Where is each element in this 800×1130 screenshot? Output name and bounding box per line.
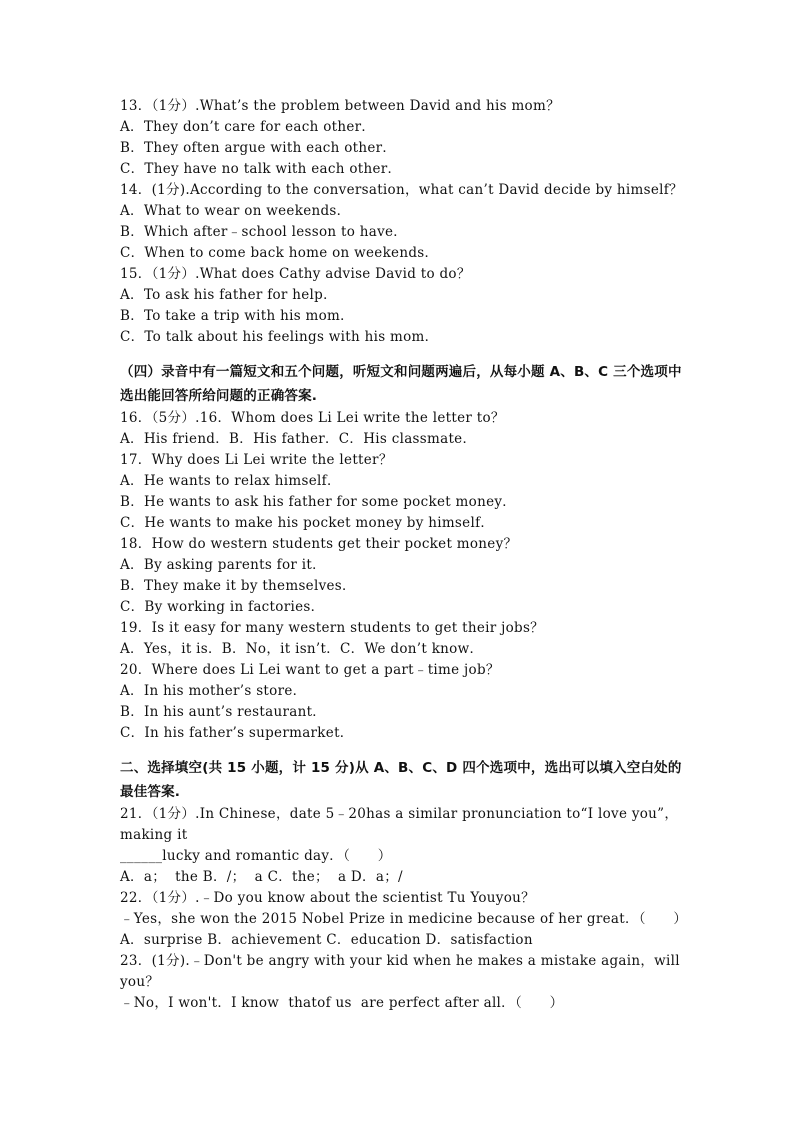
question-17-option-a: A．He wants to relax himself． (120, 473, 341, 489)
question-20-stem: 20．Where does Li Lei want to get a part﹣time job？ (120, 662, 500, 678)
question-13-stem: 13．（1分）.What’s the problem between David and his mom？ (120, 98, 560, 114)
question-22-options: A．surprise B．achievement C．education D．satisfaction (120, 932, 533, 948)
question-21-options: A．a； the B．/； a C．the； a D．a；/ (120, 869, 403, 885)
question-14-stem: 14．(1分).According to the conversation，what can’t David decide by himself？ (120, 182, 683, 198)
question-20-option-a: A．In his mother’s store． (120, 683, 307, 699)
question-17-stem: 17．Why does Li Lei write the letter？ (120, 452, 393, 468)
question-13-option-b: B．They often argue with each other． (120, 140, 397, 156)
question-16-options: A．His friend．B．His father．C．His classmate． (120, 431, 477, 447)
question-17-option-c: C．He wants to make his pocket money by himself． (120, 515, 495, 531)
question-13-option-c: C．They have no talk with each other． (120, 161, 402, 177)
question-18-option-a: A．By asking parents for it． (120, 557, 326, 573)
question-19-options: A．Yes，it is．B．No，it isn’t．C．We don’t know． (120, 641, 484, 657)
question-23-reply: ﹣No，I won't．I know thatof us are perfect after all．（ ） (120, 995, 564, 1011)
question-21-blank-line: ______lucky and romantic day．（ ） (120, 848, 392, 864)
question-17-option-b: B．He wants to ask his father for some pocket money． (120, 494, 517, 510)
question-15-option-a: A．To ask his father for help． (120, 287, 337, 303)
question-16-stem: 16．（5分）.16．Whom does Li Lei write the letter to？ (120, 410, 505, 426)
question-18-option-b: B．They make it by themselves． (120, 578, 356, 594)
section-spacer (120, 348, 690, 360)
question-14-option-a: A．What to wear on weekends． (120, 203, 351, 219)
section-2-heading: 二、选择填空(共 15 小题，计 15 分)从 A、B、C、D 四个选项中，选出可以填入空白处的最佳答案. (120, 760, 682, 800)
question-14-option-b: B．Which after﹣school lesson to have． (120, 224, 408, 240)
question-19-stem: 19．Is it easy for many western students to get their jobs？ (120, 620, 544, 636)
question-18-stem: 18．How do western students get their pocket money？ (120, 536, 518, 552)
question-14-option-c: C．When to come back home on weekends． (120, 245, 439, 261)
question-15-option-b: B．To take a trip with his mom． (120, 308, 354, 324)
section-spacer (120, 744, 690, 756)
question-18-option-c: C．By working in factories． (120, 599, 325, 615)
question-15-option-c: C．To talk about his feelings with his mom． (120, 329, 439, 345)
question-20-option-b: B．In his aunt’s restaurant． (120, 704, 327, 720)
page-content (120, 96, 690, 1014)
question-22-reply: ﹣Yes，she won the 2015 Nobel Prize in medicine because of her great．（ ） (120, 911, 688, 927)
question-15-stem: 15．（1分）.What does Cathy advise David to do？ (120, 266, 471, 282)
question-13-option-a: A．They don’t care for each other． (120, 119, 376, 135)
question-21-stem: 21．（1分）.In Chinese，date 5﹣20has a similar pronunciation to“I love you”，making it (120, 806, 679, 843)
section-4-heading: （四）录音中有一篇短文和五个问题，听短文和问题两遍后，从每小题 A、B、C 三个选项中选出能回答所给问题的正确答案. (120, 364, 682, 404)
question-23-stem: 23．(1分).﹣Don't be angry with your kid when he makes a mistake again，will you？ (120, 953, 685, 990)
question-20-option-c: C．In his father’s supermarket． (120, 725, 354, 741)
question-22-stem: 22．（1分）.﹣Do you know about the scientist Tu Youyou？ (120, 890, 535, 906)
